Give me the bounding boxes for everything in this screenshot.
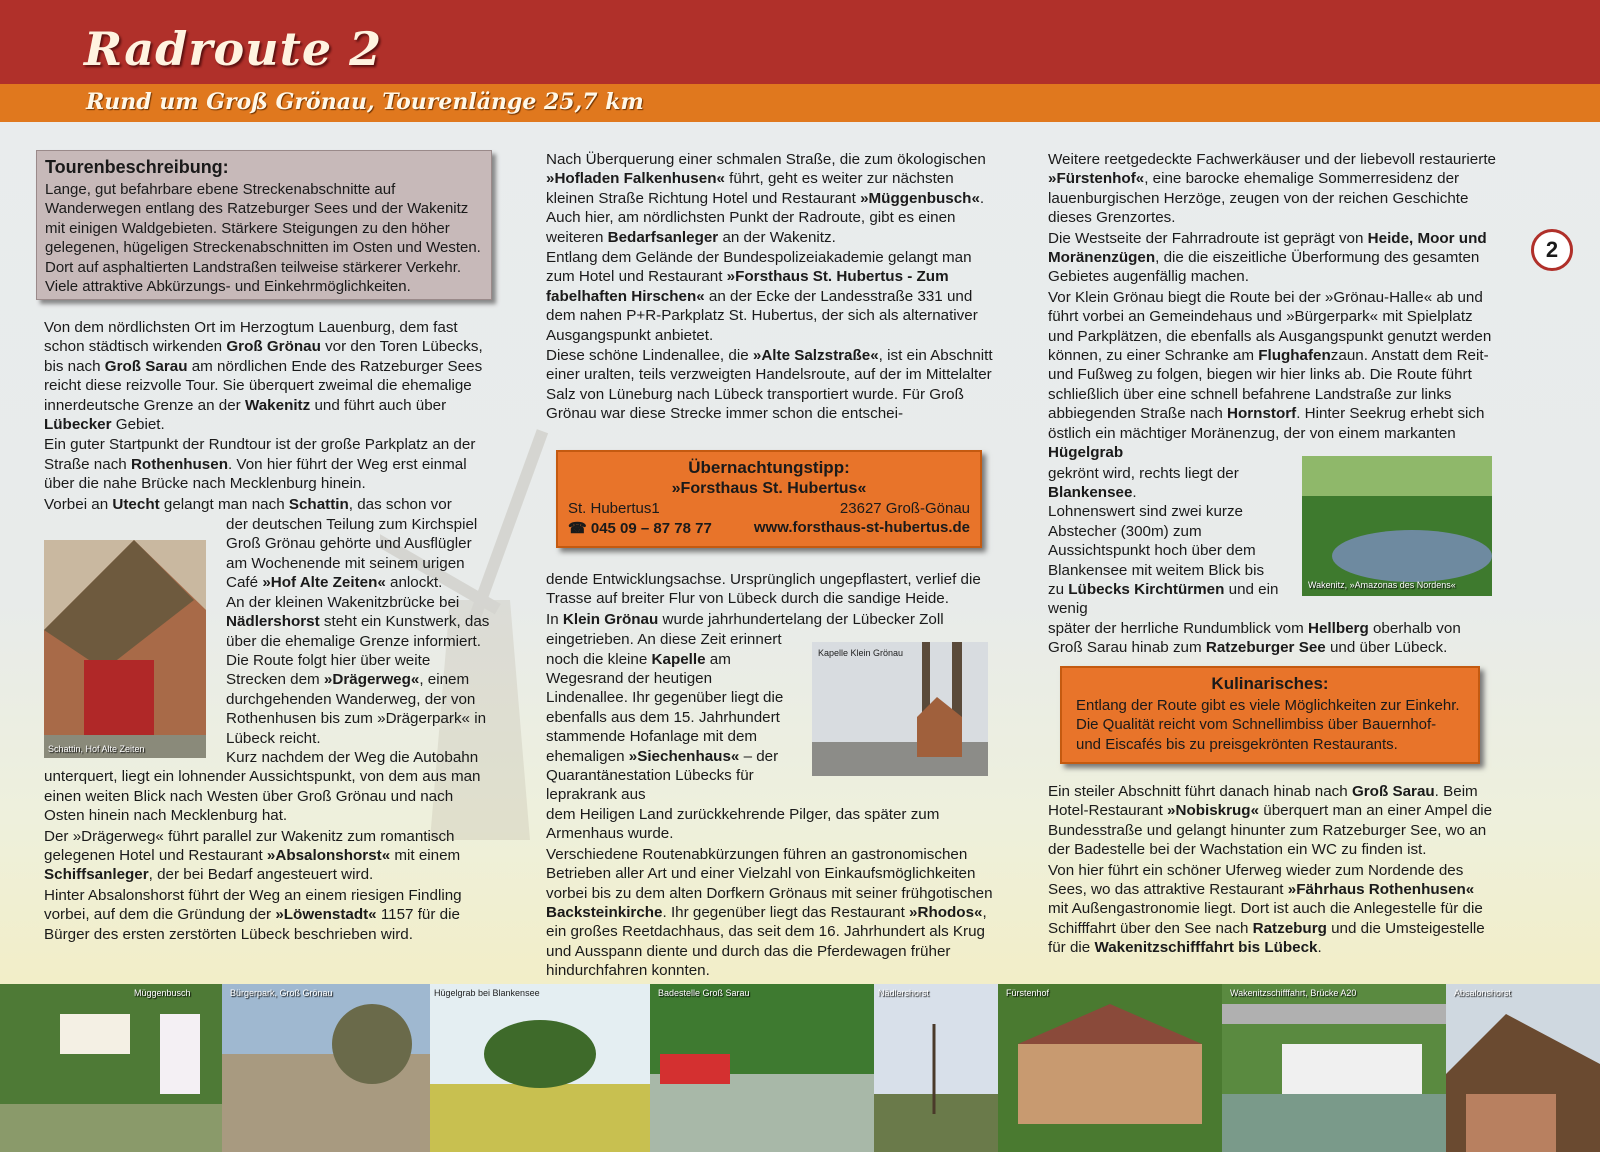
culinary-box xyxy=(1060,666,1480,764)
strip-caption-3: Badestelle Groß Sarau xyxy=(658,988,750,998)
tour-description-box xyxy=(36,150,492,300)
strip-caption-6: Wakenitzschifffahrt, Brücke A20 xyxy=(1230,988,1357,998)
column-2-text-top: Nach Überquerung einer schmalen Straße, die zum ökologischen »Hofladen Falkenhusen« führt, geht es weiter zur nächsten kleinen Straße Richtung Hotel und Restaurant »Müggenbusch«. Auch hier, am nördlichsten Punkt der Radroute, gibt es einen weiteren Bedarfsanleger an der Wakenitz. Entlang dem Gelände der Bundespolizeiakademie gelangt man zum Hotel und Restaurant »Forsthaus St. Hubertus - Zum fabelhaften Hirschen« an der Ecke der Landesstraße 331 und dem nahen P+R-Parkplatz St. Hubertus, der sich als alternativer Ausgangspunkt anbietet. Diese schöne Lindenallee, die »Alte Salzstraße«, ist ein Abschnitt einer uralten, teils verzweigten Handelsroute, auf der im Mittelalter Salz von Lüneburg nach Lübeck transportiert wurde. Für Groß Grönau war diese Strecke immer schon die entschei- xyxy=(546,151,993,423)
strip-photo-wakenitzschifffahrt xyxy=(1222,984,1446,1152)
photo-kapelle xyxy=(812,642,988,776)
strip-caption-0: Müggenbusch xyxy=(134,988,191,998)
strip-photo-badestelle xyxy=(650,984,874,1152)
page-number-badge: 2 xyxy=(1531,229,1573,271)
caption-schattin: Schattin, Hof Alte Zeiten xyxy=(48,744,145,754)
photo-wakenitz xyxy=(1302,456,1492,596)
column-2-text-bottom: dende Entwicklungsachse. Ursprünglich ungepflastert, verlief die Trasse auf breiter Flur von Lübeck durch die sandige Heide. In Klein Grönau wurde jahrhundertelang der Lübecker Zoll eingetrieben. An diese Zeit erinnert noch die kleine Kapelle am Wegesrand der heutigen Lindenallee. Ihr gegenüber liegt die ebenfalls aus dem 15. Jahrhundert stammende Hofanlage mit dem ehemaligen »Siechenhaus« – der Quarantänestation Lübecks für leprakrank aus dem Heiligen Land zurückkehrende Pilger, das später zum Armenhaus wurde. Verschiedene Routenabkürzungen führen an gastronomischen Betrieben aller Art und einer Vielzahl von Einkaufsmöglichkeiten vorbei bis zu dem alten Dorfkern Grönaus mit seiner frühgotischen Backsteinkirche. Ihr gegenüber liegt das Restaurant »Rhodos«, ein großes Reetdachhaus, das seit dem 16. Jahrhundert als Krug und Ausspann diente und durch das die Pferdewagen früher hindurchfahren konnten. xyxy=(546,571,993,980)
photo-schattin xyxy=(44,540,206,758)
strip-photo-buergerpark xyxy=(222,984,430,1152)
tour-description-text: Lange, gut befahrbare ebene Streckenabschnitte auf Wanderwegen entlang des Ratzeburger Sees und der Wakenitz mit einigen Waldgebieten. Stärkere Steigungen zu den höher gelegenen, hügeligen Streckenabschnitten im Osten und Westen. Dort auf asphaltierten Landstraßen teilweise stärkerer Verkehr. Viele attraktive Abkürzungs- und Einkehrmöglichkeiten. xyxy=(45,181,481,296)
column-1-text: Von dem nördlichsten Ort im Herzogtum Lauenburg, dem fast schon städtisch wirkenden Groß Grönau vor den Toren Lübecks, bis nach Groß Sarau am nördlichen Ende des Ratzeburger Sees reicht diese reizvolle Tour. Sie überquert zweimal die ehemalige innerdeutsche Grenze an der Wakenitz und führt auch über Lübecker Gebiet. Ein guter Startpunkt der Rundtour ist der große Parkplatz an der Straße nach Rothenhusen. Von hier führt der Weg erst einmal über die nahe Brücke nach Mecklenburg hinein. Vorbei an Utecht gelangt man nach Schattin, das schon vor der deutschen Teilung zum Kirchspiel Groß Grönau gehörte und Ausflügler am Wochenende mit seinem urigen Café »Hof Alte Zeiten« anlockt. An der kleinen Wakenitzbrücke bei Nädlershorst steht ein Kunstwerk, das über die ehemalige Grenze informiert. Die Route folgt hier über weite Strecken dem »Drägerweg«, einem durchgehenden Wanderweg, der von Rothenhusen bis zum »Drägerpark« in Lübeck reicht. Kurz nachdem der Weg die Autobahn unterquert, liegt ein lohnender Aussichtspunkt, von dem aus man einen weiten Blick nach Westen über Groß Grönau und nach Osten hinein nach Mecklenburg hat. Der »Drägerweg« führt parallel zur Wakenitz zum romantisch gelegenen Hotel und Restaurant »Absalonshorst« mit einem Schiffsanleger, der bei Bedarf angesteuert wird. Hinter Absalonshorst führt der Weg an einem riesigen Findling vorbei, auf dem die Gründung der »Löwenstadt« 1157 für die Bürger des ersten zerstörten Lübeck beschrieben wird. xyxy=(44,319,490,943)
culinary-title: Kulinarisches: xyxy=(1211,674,1329,693)
strip-photo-fuerstenhof xyxy=(998,984,1222,1152)
strip-caption-4: Nädlershorst xyxy=(878,988,930,998)
caption-kapelle: Kapelle Klein Grönau xyxy=(818,648,904,658)
tip-phone: 045 09 – 87 78 77 xyxy=(590,520,712,537)
strip-caption-2: Hügelgrab bei Blankensee xyxy=(434,988,540,998)
tip-title: Übernachtungstipp: xyxy=(688,458,850,477)
page-subtitle: Rund um Groß Grönau, Tourenlänge 25,7 km xyxy=(86,89,644,115)
page-title: Radroute 2 xyxy=(84,22,383,76)
column-3-text-bottom: Ein steiler Abschnitt führt danach hinab nach Groß Sarau. Beim Hotel-Restaurant »Nobiskrug« überquert man an einer Ampel die Bundesstraße und gelangt hinunter zum Ratzeburger See, wo an der Badestelle bei der Wachstation ein WC zu finden ist. Von hier führt ein schöner Uferweg wieder zum Nordende des Sees, wo das attraktive Restaurant »Fährhaus Rothenhusen« mit Außengastronomie liegt. Dort ist auch die Anlegestelle für die Schifffahrt über den See nach Ratzeburg und die Umsteigestelle für die Wakenitzschifffahrt bis Lübeck. xyxy=(1048,783,1493,957)
column-3-text-top: Weitere reetgedeckte Fachwerkäuser und der liebevoll restaurierte »Fürstenhof«, eine barocke ehemalige Sommerresidenz der lauenburgischen Herzöge, zeugen von der reichen Geschichte dieses Grenzortes. Die Westseite der Fahrradroute ist geprägt von Heide, Moor und Moränenzügen, die die eiszeitliche Überformung des gesamten Gebietes augenfällig machen. Vor Klein Grönau biegt die Route bei der »Grönau-Halle« ab und führt vorbei an Gemeindehaus und »Bürgerpark« mit Spielplatz und Parkplätzen, die ebenfalls als Ausgangspunkt genutzt werden können, zu einer Schranke am Flughafenzaun. Anstatt dem Reit- und Fußweg zu folgen, biegen wir hier links ab. Die Route führt schließlich über eine schnell befahrene Landstraße zur links abbiegenden Straße nach Hornstorf. Hinter Seekrug erhebt sich östlich ein mächtiger Moränenzug, der von einem markanten Hügelgrab gekrönt wird, rechts liegt der Blankensee. Lohnenswert sind zwei kurze Abstecher (300m) zum Aussichtspunkt hoch über dem Blankensee mit weitem Blick bis zu Lübecks Kirchtürmen und ein wenig später der herrliche Rundumblick vom Hellberg oberhalb von Groß Sarau hinab zum Ratzeburger See und über Lübeck. xyxy=(1048,151,1496,657)
tip-name: »Forsthaus St. Hubertus« xyxy=(671,480,867,497)
caption-wakenitz: Wakenitz, »Amazonas des Nordens« xyxy=(1308,580,1456,590)
tip-city: 23627 Groß-Gönau xyxy=(839,500,970,517)
strip-caption-7: Absalonshorst xyxy=(1454,988,1512,998)
culinary-text: Entlang der Route gibt es viele Möglichkeiten zur Einkehr. Die Qualität reicht vom Schnellimbiss über Bauernhof- und Eiscafés bis zu preisgekrönten Restaurants. xyxy=(1076,697,1460,753)
tip-street: St. Hubertus1 xyxy=(568,500,660,517)
strip-photo-naedlershorst xyxy=(874,984,998,1152)
strip-caption-5: Fürstenhof xyxy=(1006,988,1050,998)
strip-photo-huegelgrab xyxy=(430,984,650,1152)
phone-icon: ☎ xyxy=(568,520,591,537)
strip-photo-muggenbusch xyxy=(0,984,222,1152)
tip-web-link[interactable]: www.forsthaus-st-hubertus.de xyxy=(753,519,970,536)
tour-description-heading: Tourenbeschreibung: xyxy=(45,157,229,177)
strip-photo-absalonshorst xyxy=(1446,984,1600,1152)
photo-strip xyxy=(0,984,1600,1152)
accommodation-tip-box xyxy=(556,450,982,548)
strip-caption-1: Bürgerpark, Groß Grönau xyxy=(230,988,333,998)
